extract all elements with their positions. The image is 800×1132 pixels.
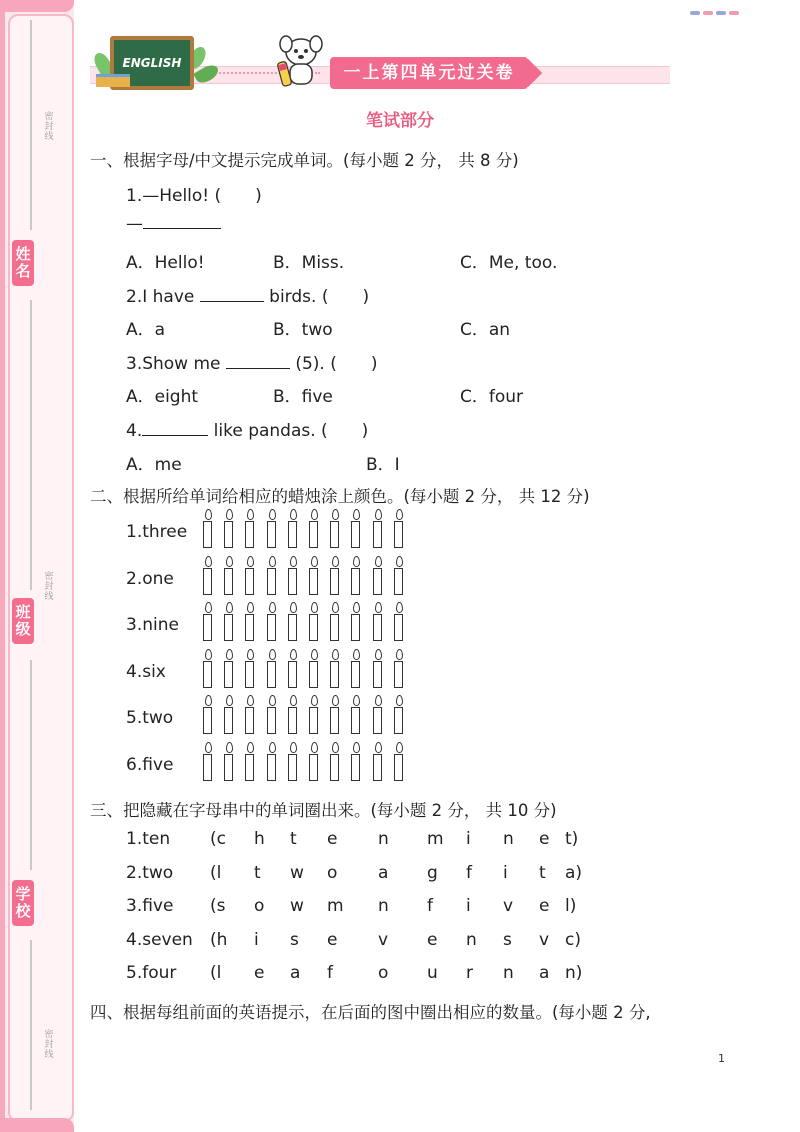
answer-blank — [200, 287, 264, 302]
candle-body — [394, 754, 403, 781]
binding-strip — [0, 0, 74, 1132]
letter-cell[interactable]: n — [466, 929, 477, 950]
school-label: 学校 — [12, 880, 34, 926]
candle-body — [330, 614, 339, 641]
q1-dash: — — [126, 214, 143, 234]
candle-body — [245, 521, 254, 548]
q3-suffix: (5). ( ) — [295, 354, 378, 374]
letter-cell[interactable]: i — [466, 896, 471, 916]
q3-option-b: B．five — [273, 387, 333, 407]
letter-row-label: 3.five — [126, 896, 174, 916]
candle-body — [373, 614, 382, 641]
flame-icon — [226, 649, 233, 660]
candle-body — [309, 521, 318, 548]
flame-icon — [396, 509, 403, 520]
candle-body — [203, 661, 212, 688]
flame-icon — [205, 649, 212, 660]
flame-icon — [247, 602, 254, 613]
candle-body — [330, 707, 339, 734]
flame-icon — [205, 742, 212, 753]
flame-icon — [332, 649, 339, 660]
flame-icon — [375, 556, 382, 567]
candle-body — [351, 521, 360, 548]
section4-heading: 四、根据每组前面的英语提示，在后面的图中圈出相应的数量。(每小题 2 分, — [90, 1003, 651, 1022]
candle-word-label: 2.one — [126, 568, 174, 589]
section1-heading: 一、根据字母/中文提示完成单词。(每小题 2 分， 共 8 分) — [90, 151, 519, 170]
candle-body — [288, 614, 297, 641]
letter-cell[interactable]: n — [503, 963, 514, 983]
candle-body — [373, 707, 382, 734]
candle-word-label: 5.two — [126, 708, 174, 728]
letter-cell[interactable]: s — [503, 929, 512, 950]
flame-icon — [375, 509, 382, 520]
candle-body — [394, 707, 403, 734]
flame-icon — [311, 556, 318, 567]
letter-cell[interactable]: (l — [210, 963, 222, 983]
letter-cell[interactable]: h — [254, 829, 265, 849]
letter-cell[interactable]: a — [539, 963, 550, 983]
candle-body — [394, 521, 403, 548]
letter-cell[interactable]: i — [466, 829, 471, 849]
flame-icon — [226, 695, 233, 706]
flame-icon — [290, 602, 297, 613]
candle-body — [309, 661, 318, 688]
candle-body — [288, 754, 297, 781]
flame-icon — [375, 602, 382, 613]
candle-body — [309, 754, 318, 781]
flame-icon — [290, 509, 297, 520]
flame-icon — [205, 602, 212, 613]
letter-cell[interactable]: m — [427, 829, 444, 849]
flame-icon — [353, 695, 360, 706]
letter-cell[interactable]: a — [378, 862, 389, 883]
flame-icon — [269, 695, 276, 706]
q2-option-c: C．an — [460, 320, 511, 340]
flame-icon — [247, 695, 254, 706]
letter-cell[interactable]: n — [503, 829, 514, 849]
letter-row-label: 5.four — [126, 963, 177, 983]
q2-option-b: B．two — [273, 320, 333, 340]
letter-cell[interactable]: e — [427, 929, 438, 950]
letter-cell[interactable]: u — [427, 963, 438, 983]
flame-icon — [269, 556, 276, 567]
flame-icon — [375, 742, 382, 753]
candle-body — [203, 521, 212, 548]
letter-cell[interactable]: e — [539, 829, 550, 849]
letter-cell[interactable]: (s — [210, 896, 226, 916]
candle-body — [330, 521, 339, 548]
candle-body — [245, 707, 254, 734]
candle-body — [330, 661, 339, 688]
bottom-line — [30, 940, 32, 1110]
flame-icon — [396, 556, 403, 567]
candle-body — [373, 521, 382, 548]
letter-cell[interactable]: i — [503, 862, 508, 883]
flame-icon — [290, 556, 297, 567]
candle-body — [245, 754, 254, 781]
letter-cell[interactable]: f — [466, 862, 472, 883]
candle-body — [330, 568, 339, 595]
letter-row-label: 4.seven — [126, 929, 193, 950]
flame-icon — [269, 509, 276, 520]
q3-text — [126, 349, 377, 374]
candle-body — [245, 661, 254, 688]
letter-row-label: 2.two — [126, 862, 174, 883]
letter-row-label: 1.ten — [126, 829, 171, 849]
flame-icon — [353, 742, 360, 753]
flame-icon — [247, 742, 254, 753]
candle-body — [288, 568, 297, 595]
corner-decoration — [690, 0, 742, 19]
candle-body — [224, 707, 233, 734]
q2-prefix: 2.I have — [126, 287, 195, 307]
q4-text — [126, 416, 368, 441]
letter-cell[interactable]: o — [378, 963, 389, 983]
strip-bottom-cap — [0, 1118, 74, 1132]
letter-cell[interactable]: f — [327, 963, 333, 983]
page-number: 1 — [718, 1052, 725, 1065]
flame-icon — [332, 695, 339, 706]
flame-icon — [353, 556, 360, 567]
flame-icon — [332, 509, 339, 520]
candle-word-label: 4.six — [126, 661, 166, 682]
candle-word-label: 3.nine — [126, 615, 179, 635]
candle-body — [245, 614, 254, 641]
candle-body — [203, 707, 212, 734]
q4-option-b: B．I — [366, 455, 400, 475]
answer-blank — [142, 421, 208, 436]
q1-text: 1.—Hello! ( ) — [126, 186, 262, 206]
q3-option-a: A．eight — [126, 387, 199, 407]
candle-body — [245, 568, 254, 595]
candle-body — [288, 521, 297, 548]
letter-cell[interactable]: e — [539, 896, 550, 916]
seal-line-text: 密封线 — [44, 1030, 54, 1060]
candle-body — [309, 568, 318, 595]
q1-option-b: B．Miss. — [273, 253, 345, 273]
q1-answer-line — [126, 214, 221, 234]
flame-icon — [226, 509, 233, 520]
flame-icon — [226, 742, 233, 753]
candle-body — [351, 754, 360, 781]
letter-cell[interactable]: e — [327, 929, 338, 950]
candle-body — [267, 754, 276, 781]
candle-body — [267, 521, 276, 548]
letter-cell[interactable]: w — [290, 862, 304, 883]
flame-icon — [311, 742, 318, 753]
candle-body — [394, 661, 403, 688]
flame-icon — [247, 556, 254, 567]
candle-body — [309, 707, 318, 734]
letter-cell[interactable]: f — [427, 896, 433, 916]
candle-body — [288, 707, 297, 734]
candle-body — [394, 614, 403, 641]
flame-icon — [396, 695, 403, 706]
candle-word-label: 6.five — [126, 754, 174, 775]
flame-icon — [290, 695, 297, 706]
seal-line-text: 密封线 — [44, 572, 54, 602]
name-label: 姓名 — [12, 240, 34, 286]
candle-body — [351, 661, 360, 688]
letter-cell[interactable]: (h — [210, 929, 228, 950]
q1-option-a: A．Hello! — [126, 253, 205, 273]
letter-cell[interactable]: t) — [565, 829, 579, 849]
letter-cell[interactable]: t — [254, 862, 261, 883]
candle-body — [267, 568, 276, 595]
flame-icon — [290, 649, 297, 660]
flame-icon — [269, 742, 276, 753]
candle-body — [373, 568, 382, 595]
q4-prefix: 4. — [126, 421, 143, 441]
flame-icon — [205, 695, 212, 706]
candle-word-label: 1.three — [126, 522, 188, 542]
letter-cell[interactable]: t — [290, 829, 297, 849]
q2-suffix: birds. ( ) — [269, 287, 370, 307]
candle-body — [351, 614, 360, 641]
q2-text — [126, 282, 369, 307]
letter-cell[interactable]: r — [466, 963, 473, 983]
q2-option-a: A．a — [126, 320, 166, 340]
candle-body — [224, 521, 233, 548]
dog-mascot-icon — [276, 34, 326, 90]
q3-option-c: C．four — [460, 387, 524, 407]
answer-blank — [143, 214, 221, 229]
strip-inner-frame — [8, 14, 74, 1122]
section-subtitle: 笔试部分 — [366, 111, 434, 131]
flame-icon — [311, 602, 318, 613]
candle-body — [267, 661, 276, 688]
exam-title: 一上第四单元过关卷 — [330, 57, 528, 89]
q4-suffix: like pandas. ( ) — [213, 421, 369, 441]
strip-top-cap — [0, 0, 74, 12]
letter-cell[interactable]: n) — [565, 963, 583, 983]
letter-cell[interactable]: v — [503, 896, 514, 916]
flame-icon — [332, 742, 339, 753]
candle-body — [373, 661, 382, 688]
candle-body — [203, 754, 212, 781]
flame-icon — [332, 556, 339, 567]
letter-cell[interactable]: (c — [210, 829, 226, 849]
letter-cell[interactable]: n — [378, 896, 389, 916]
candle-body — [224, 754, 233, 781]
letter-cell[interactable]: i — [254, 929, 259, 950]
candle-body — [351, 568, 360, 595]
flame-icon — [226, 556, 233, 567]
flame-icon — [311, 509, 318, 520]
candle-body — [267, 614, 276, 641]
letter-cell[interactable]: m — [327, 896, 344, 916]
section2-heading: 二、根据所给单词给相应的蜡烛涂上颜色。(每小题 2 分， 共 12 分) — [90, 487, 590, 506]
flame-icon — [247, 509, 254, 520]
class-line — [30, 300, 32, 590]
flame-icon — [269, 649, 276, 660]
letter-cell[interactable]: o — [327, 862, 338, 883]
flame-icon — [247, 649, 254, 660]
flame-icon — [269, 602, 276, 613]
flame-icon — [375, 695, 382, 706]
candle-body — [394, 568, 403, 595]
q4-option-a: A．me — [126, 455, 182, 475]
flame-icon — [290, 742, 297, 753]
candle-body — [224, 614, 233, 641]
candle-body — [224, 661, 233, 688]
candle-body — [330, 754, 339, 781]
answer-blank — [226, 354, 290, 369]
letter-cell[interactable]: e — [254, 963, 265, 983]
flame-icon — [205, 509, 212, 520]
candle-body — [288, 661, 297, 688]
strip-edge — [0, 0, 5, 1132]
flame-icon — [311, 649, 318, 660]
candle-body — [351, 707, 360, 734]
flame-icon — [396, 742, 403, 753]
letter-cell[interactable]: l) — [565, 896, 577, 916]
section3-heading: 三、把隐藏在字母串中的单词圈出来。(每小题 2 分， 共 10 分) — [90, 801, 557, 820]
letter-cell[interactable]: t — [539, 862, 546, 883]
flame-icon — [353, 602, 360, 613]
q1-option-c: C．Me, too. — [460, 253, 558, 273]
letter-cell[interactable]: g — [427, 862, 438, 883]
candle-body — [203, 568, 212, 595]
candle-body — [373, 754, 382, 781]
flame-icon — [353, 649, 360, 660]
letter-cell[interactable]: w — [290, 896, 304, 916]
letter-cell[interactable]: v — [539, 929, 550, 950]
candle-body — [309, 614, 318, 641]
flame-icon — [226, 602, 233, 613]
candle-body — [267, 707, 276, 734]
seal-line-text: 密封线 — [44, 112, 54, 142]
flame-icon — [396, 602, 403, 613]
letter-cell[interactable]: v — [378, 929, 389, 950]
letter-cell[interactable]: n — [378, 829, 389, 849]
flame-icon — [205, 556, 212, 567]
school-line — [30, 660, 32, 870]
class-label: 班级 — [12, 598, 34, 644]
flame-icon — [311, 695, 318, 706]
flame-icon — [396, 649, 403, 660]
letter-cell[interactable]: e — [327, 829, 338, 849]
letter-cell[interactable]: c) — [565, 929, 581, 950]
candle-body — [224, 568, 233, 595]
letter-cell[interactable]: s — [290, 929, 299, 950]
candle-body — [203, 614, 212, 641]
flame-icon — [332, 602, 339, 613]
board-text: ENGLISH — [122, 56, 182, 70]
flame-icon — [353, 509, 360, 520]
q3-prefix: 3.Show me — [126, 354, 221, 374]
letter-cell[interactable]: a — [290, 963, 301, 983]
letter-cell[interactable]: (l — [210, 862, 222, 883]
letter-cell[interactable]: o — [254, 896, 265, 916]
flame-icon — [375, 649, 382, 660]
letter-cell[interactable]: a) — [565, 862, 583, 883]
books-icon — [96, 74, 130, 87]
